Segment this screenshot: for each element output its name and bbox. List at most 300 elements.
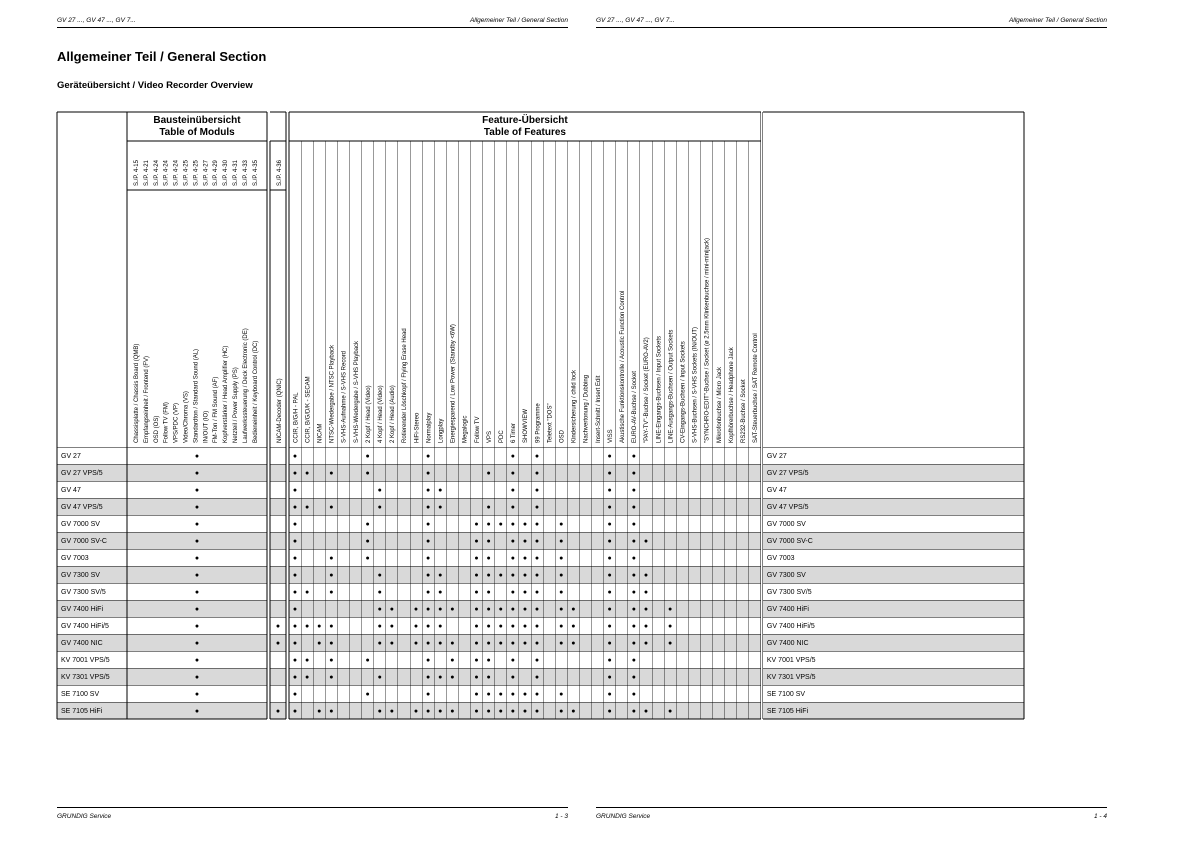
module-name: Video/Chroma (VS)	[183, 391, 190, 443]
feature-bullet: ●	[474, 640, 479, 647]
feature-bullet: ●	[413, 708, 419, 715]
feature-bullet: ●	[559, 589, 564, 596]
row-shade	[270, 600, 286, 617]
feature-name: EURO-AV-Buchse / Socket	[632, 371, 639, 443]
feature-bullet: ●	[486, 555, 491, 562]
module-page-ref: S./P. 4-21	[143, 160, 150, 186]
feature-bullet: ●	[522, 691, 528, 698]
feature-bullet: ●	[317, 640, 322, 647]
feature-bullet: ●	[631, 674, 636, 681]
row-model-label-right: GV 7003	[766, 555, 795, 562]
feature-bullet: ●	[534, 623, 540, 630]
feature-bullet: ●	[607, 691, 612, 698]
feature-name: SHOWVIEW	[523, 409, 530, 443]
feature-bullet: ●	[474, 538, 479, 545]
module-page-ref: S./P. 4-29	[213, 160, 220, 186]
feature-bullet: ●	[389, 606, 394, 613]
row-shade	[270, 668, 286, 685]
feature-bullet: ●	[426, 470, 431, 477]
module-bullet: ●	[194, 623, 200, 630]
feature-bullet: ●	[426, 453, 431, 460]
feature-bullet: ●	[305, 657, 310, 664]
feature-name: Follow TV	[474, 416, 481, 443]
feature-bullet: ●	[486, 674, 491, 681]
feature-bullet: ●	[438, 640, 443, 647]
row-model-label-left: KV 7001 VPS/5	[61, 657, 110, 664]
feature-bullet: ●	[571, 606, 576, 613]
row-model-label-left: GV 7400 HiFi	[61, 606, 104, 613]
feature-bullet: ●	[631, 623, 636, 630]
feature-bullet: ●	[510, 521, 515, 528]
feature-bullet: ●	[413, 640, 419, 647]
module-name: Follow TV (FM)	[163, 402, 170, 443]
feature-bullet: ●	[559, 538, 564, 545]
row-model-label-left: SE 7105 HiFi	[61, 708, 103, 715]
feature-bullet: ●	[438, 623, 443, 630]
feature-bullet: ●	[607, 521, 612, 528]
feature-bullet: ●	[305, 623, 310, 630]
feature-bullet: ●	[534, 521, 540, 528]
feature-bullet: ●	[292, 640, 298, 647]
feature-bullet: ●	[292, 708, 298, 715]
feature-bullet: ●	[643, 708, 649, 715]
feature-bullet: ●	[607, 555, 612, 562]
feature-bullet: ●	[631, 708, 636, 715]
feature-bullet: ●	[522, 555, 528, 562]
feature-bullet: ●	[317, 708, 322, 715]
feature-bullet: ●	[329, 640, 334, 647]
feature-bullet: ●	[426, 572, 431, 579]
feature-bullet: ●	[426, 640, 431, 647]
feature-bullet: ●	[329, 623, 334, 630]
feature-bullet: ●	[365, 691, 370, 698]
feature-bullet: ●	[510, 504, 515, 511]
feature-bullet: ●	[426, 691, 431, 698]
feature-bullet: ●	[450, 708, 455, 715]
row-shade	[270, 498, 286, 515]
modules-heading-line: Bausteinübersicht	[153, 115, 241, 126]
feature-bullet: ●	[498, 572, 503, 579]
feature-name: RS232-Buchse / Socket	[740, 379, 747, 443]
feature-bullet: ●	[377, 674, 382, 681]
feature-bullet: ●	[450, 657, 455, 664]
feature-bullet: ●	[486, 538, 491, 545]
feature-bullet: ●	[426, 589, 431, 596]
feature-bullet: ●	[510, 589, 515, 596]
feature-bullet: ●	[534, 453, 540, 460]
feature-bullet: ●	[607, 504, 612, 511]
row-model-label-right: GV 7300 SV/5	[766, 589, 812, 596]
module-name: FM-Ton / FM Sound (AF)	[213, 376, 220, 443]
feature-bullet: ●	[377, 487, 382, 494]
module-page-ref: S./P. 4-31	[233, 160, 239, 186]
row-model-label-right: SE 7105 HiFi	[766, 708, 809, 715]
feature-bullet: ●	[292, 504, 298, 511]
feature-name: 2 Kopf / Head (Audio)	[390, 385, 397, 443]
feature-bullet: ●	[510, 640, 515, 647]
feature-bullet: ●	[607, 623, 612, 630]
feature-bullet: ●	[450, 606, 455, 613]
module-name-nicam: NICAM-Decoder (QNIC)	[277, 378, 283, 443]
module-name: Kopfverstärker / Head Amplifier (HC)	[223, 345, 230, 443]
module-name: OSD (OS)	[153, 415, 160, 443]
feature-bullet: ●	[292, 589, 298, 596]
row-shade	[270, 566, 286, 583]
module-page-ref: S./P. 4-24	[163, 160, 170, 186]
feature-bullet: ●	[522, 640, 528, 647]
row-model-label-right: KV 7301 VPS/5	[766, 674, 816, 681]
feature-name: OSD	[559, 429, 566, 443]
feature-bullet: ●	[365, 521, 370, 528]
feature-bullet: ●	[305, 504, 310, 511]
nicam-bullet: ●	[275, 640, 281, 647]
feature-bullet: ●	[643, 640, 649, 647]
feature-bullet: ●	[522, 623, 528, 630]
module-page-ref: S./P. 4-15	[134, 160, 140, 186]
feature-bullet: ●	[498, 623, 503, 630]
feature-bullet: ●	[607, 487, 612, 494]
feature-bullet: ●	[510, 453, 515, 460]
feature-bullet: ●	[607, 640, 612, 647]
feature-bullet: ●	[668, 640, 673, 647]
feature-bullet: ●	[510, 708, 515, 715]
footer-left-brand: GRUNDIG Service	[57, 813, 112, 820]
feature-bullet: ●	[534, 555, 540, 562]
feature-bullet: ●	[631, 606, 636, 613]
feature-bullet: ●	[292, 470, 298, 477]
feature-bullet: ●	[438, 708, 443, 715]
module-bullet: ●	[194, 572, 200, 579]
module-bullet: ●	[194, 606, 200, 613]
row-model-label-right: GV 7400 HiFi/5	[766, 623, 815, 630]
feature-bullet: ●	[559, 708, 564, 715]
feature-name: VPS	[486, 430, 493, 443]
footer-rule-right	[596, 807, 1107, 808]
feature-bullet: ●	[631, 589, 636, 596]
feature-bullet: ●	[292, 674, 298, 681]
feature-bullet: ●	[389, 708, 394, 715]
feature-name: "PAY-TV"-Buchse / Socket (EURO-AV2)	[644, 337, 651, 443]
feature-bullet: ●	[643, 538, 649, 545]
feature-bullet: ●	[510, 691, 515, 698]
feature-bullet: ●	[365, 555, 370, 562]
feature-bullet: ●	[317, 623, 322, 630]
row-model-label-left: GV 27 VPS/5	[61, 470, 103, 477]
module-page-ref-nicam: S./P. 4-36	[277, 160, 283, 186]
feature-bullet: ●	[631, 555, 636, 562]
feature-bullet: ●	[305, 674, 310, 681]
feature-bullet: ●	[292, 538, 298, 545]
module-name: Empfangseinheit / Frontend (FV)	[143, 355, 150, 443]
feature-bullet: ●	[522, 538, 528, 545]
feature-bullet: ●	[607, 674, 612, 681]
feature-bullet: ●	[559, 691, 564, 698]
feature-bullet: ●	[510, 470, 515, 477]
feature-bullet: ●	[534, 674, 540, 681]
feature-bullet: ●	[631, 572, 636, 579]
feature-bullet: ●	[438, 589, 443, 596]
feature-bullet: ●	[534, 470, 540, 477]
feature-name: Teletext "DOS"	[547, 403, 554, 443]
row-model-label-right: GV 7000 SV	[766, 521, 806, 528]
feature-bullet: ●	[631, 657, 636, 664]
row-model-label-left: GV 7003	[61, 555, 89, 562]
feature-bullet: ●	[438, 606, 443, 613]
feature-bullet: ●	[377, 623, 382, 630]
feature-bullet: ●	[474, 623, 479, 630]
feature-bullet: ●	[607, 470, 612, 477]
feature-bullet: ●	[498, 640, 503, 647]
feature-bullet: ●	[534, 538, 540, 545]
feature-name: SAT-Steuerbuchse / SAT Remote Control	[753, 333, 760, 443]
feature-name: NICAM	[317, 423, 324, 443]
feature-bullet: ●	[329, 708, 334, 715]
feature-bullet: ●	[510, 487, 515, 494]
feature-bullet: ●	[571, 708, 576, 715]
feature-bullet: ●	[607, 708, 612, 715]
features-heading-line: Table of Features	[483, 127, 566, 138]
feature-bullet: ●	[329, 674, 334, 681]
module-bullet: ●	[194, 453, 200, 460]
row-model-label-left: GV 7000 SV	[61, 521, 100, 528]
row-model-label-right: KV 7001 VPS/5	[766, 657, 816, 664]
feature-name: 4 Kopf / Head (Video)	[377, 385, 384, 443]
feature-name: NTSC-Wiedergabe / NTSC Playback	[329, 344, 336, 443]
feature-bullet: ●	[486, 606, 491, 613]
feature-name: HiFi-Stereo	[414, 412, 421, 443]
feature-bullet: ●	[534, 572, 540, 579]
feature-bullet: ●	[474, 691, 479, 698]
feature-name: Rotierender Löschkopf / Flying Erase Head	[402, 328, 409, 443]
feature-bullet: ●	[292, 623, 298, 630]
feature-bullet: ●	[438, 674, 443, 681]
module-bullet: ●	[194, 674, 200, 681]
feature-bullet: ●	[292, 572, 298, 579]
feature-bullet: ●	[292, 487, 298, 494]
feature-bullet: ●	[510, 572, 515, 579]
feature-bullet: ●	[607, 589, 612, 596]
footer-right-brand: GRUNDIG Service	[596, 813, 651, 820]
row-shade	[270, 464, 286, 481]
feature-bullet: ●	[498, 691, 503, 698]
feature-bullet: ●	[377, 589, 382, 596]
feature-bullet: ●	[534, 708, 540, 715]
module-name: VPS/PDC (VP)	[173, 402, 180, 443]
row-model-label-left: GV 7400 NIC	[61, 640, 103, 647]
row-model-label-left: GV 47	[61, 487, 81, 494]
row-model-label-right: GV 7000 SV-C	[766, 538, 813, 545]
feature-bullet: ●	[559, 555, 564, 562]
module-page-ref: S./P. 4-30	[223, 160, 230, 186]
feature-name: S-VHS-Wiedergabe / S-VHS Playback	[353, 340, 360, 443]
module-name: Bedieneinheit / Keyboard Control (DC)	[252, 340, 259, 443]
row-model-label-left: KV 7301 VPS/5	[61, 674, 110, 681]
feature-name: Akustische Funktionskontrolle / Acoustic Function Control	[619, 290, 626, 443]
feature-name: CV-Eingangs-Buchsen / Input Sockets	[680, 341, 687, 443]
feature-bullet: ●	[365, 657, 370, 664]
feature-bullet: ●	[510, 538, 515, 545]
row-model-label-left: GV 7400 HiFi/5	[61, 623, 109, 630]
feature-bullet: ●	[474, 572, 479, 579]
feature-bullet: ●	[329, 555, 334, 562]
feature-bullet: ●	[510, 623, 515, 630]
feature-bullet: ●	[643, 623, 649, 630]
feature-bullet: ●	[486, 708, 491, 715]
feature-bullet: ●	[668, 606, 673, 613]
feature-bullet: ●	[389, 640, 394, 647]
feature-bullet: ●	[534, 606, 540, 613]
feature-name: Longplay	[438, 418, 445, 443]
nicam-bullet: ●	[275, 708, 281, 715]
feature-bullet: ●	[631, 487, 636, 494]
feature-bullet: ●	[413, 606, 419, 613]
feature-name: S-VHS-Aufnahme / S-VHS Record	[341, 350, 348, 443]
feature-bullet: ●	[559, 623, 564, 630]
nicam-bullet: ●	[275, 623, 281, 630]
feature-bullet: ●	[413, 623, 419, 630]
feature-bullet: ●	[474, 657, 479, 664]
header-right-models: GV 27 ..., GV 47 ..., GV 7...	[596, 17, 675, 24]
feature-bullet: ●	[631, 470, 636, 477]
module-page-ref: S./P. 4-35	[252, 160, 259, 186]
module-name: Laufwerkssteuerung / Deck Electronic (DE)	[242, 328, 249, 443]
row-model-label-left: GV 7300 SV	[61, 572, 100, 579]
feature-bullet: ●	[438, 504, 443, 511]
feature-bullet: ●	[426, 555, 431, 562]
feature-name: LINE-Eingangs-Buchsen / Input Sockets	[656, 335, 663, 443]
feature-bullet: ●	[329, 589, 334, 596]
feature-bullet: ●	[534, 589, 540, 596]
feature-bullet: ●	[377, 606, 382, 613]
module-bullet: ●	[194, 538, 200, 545]
feature-bullet: ●	[292, 606, 298, 613]
feature-name: S-VHS-Buchsen / S-VHS Sockets (IN/OUT)	[692, 326, 699, 443]
feature-bullet: ●	[510, 674, 515, 681]
feature-bullet: ●	[474, 555, 479, 562]
feature-bullet: ●	[426, 606, 431, 613]
module-bullet: ●	[194, 555, 200, 562]
feature-bullet: ●	[643, 606, 649, 613]
page-title: Allgemeiner Teil / General Section	[57, 49, 267, 64]
feature-name: CCIR, B/G/D/K - SECAM	[305, 376, 312, 443]
page-subtitle: Geräteübersicht / Video Recorder Overview	[57, 80, 253, 91]
feature-bullet: ●	[305, 470, 310, 477]
feature-bullet: ●	[426, 521, 431, 528]
feature-bullet: ●	[607, 657, 612, 664]
row-model-label-right: GV 47	[766, 487, 787, 494]
module-page-ref: S./P. 4-24	[173, 160, 180, 186]
footer-rule-left	[57, 807, 568, 808]
feature-bullet: ●	[522, 589, 528, 596]
feature-bullet: ●	[450, 674, 455, 681]
feature-bullet: ●	[559, 572, 564, 579]
feature-bullet: ●	[474, 521, 479, 528]
row-shade	[289, 464, 761, 481]
features-heading-line: Feature-Übersicht	[482, 115, 568, 126]
module-name: Standardton / Standard Sound (AL)	[193, 348, 200, 443]
module-bullet: ●	[194, 521, 200, 528]
feature-bullet: ●	[607, 606, 612, 613]
footer-right-page: 1 - 4	[1093, 813, 1107, 820]
feature-bullet: ●	[292, 521, 298, 528]
feature-bullet: ●	[474, 606, 479, 613]
feature-bullet: ●	[426, 538, 431, 545]
feature-name: Kindersicherung / child lock	[571, 369, 578, 443]
module-bullet: ●	[194, 691, 200, 698]
feature-bullet: ●	[607, 538, 612, 545]
feature-bullet: ●	[450, 640, 455, 647]
row-model-label-right: GV 7400 NIC	[766, 640, 809, 647]
feature-bullet: ●	[643, 572, 649, 579]
feature-bullet: ●	[389, 623, 394, 630]
module-name: Netzteil / Power Supply (PS)	[233, 367, 239, 443]
feature-bullet: ●	[426, 708, 431, 715]
feature-bullet: ●	[486, 504, 491, 511]
feature-bullet: ●	[292, 555, 298, 562]
feature-name: 99 Programme	[535, 403, 542, 443]
feature-bullet: ●	[474, 708, 479, 715]
feature-bullet: ●	[377, 504, 382, 511]
feature-bullet: ●	[498, 606, 503, 613]
feature-bullet: ●	[631, 504, 636, 511]
feature-bullet: ●	[365, 453, 370, 460]
feature-bullet: ●	[486, 657, 491, 664]
feature-name: Megalogic	[462, 415, 469, 443]
module-page-ref: S./P. 4-24	[153, 160, 160, 186]
feature-bullet: ●	[486, 691, 491, 698]
module-bullet: ●	[194, 708, 200, 715]
feature-name: 2 Kopf / Head (Video)	[365, 385, 372, 443]
row-model-label-right: SE 7100 SV	[766, 691, 806, 698]
feature-bullet: ●	[534, 657, 540, 664]
module-page-ref: S./P. 4-27	[203, 160, 210, 186]
feature-bullet: ●	[438, 572, 443, 579]
modules-heading-line: Table of Moduls	[159, 127, 235, 138]
row-shade	[270, 532, 286, 549]
feature-bullet: ●	[571, 623, 576, 630]
feature-bullet: ●	[522, 572, 528, 579]
feature-bullet: ●	[486, 589, 491, 596]
feature-bullet: ●	[559, 521, 564, 528]
feature-bullet: ●	[510, 657, 515, 664]
feature-bullet: ●	[486, 572, 491, 579]
row-shade	[289, 498, 761, 515]
feature-bullet: ●	[643, 589, 649, 596]
feature-bullet: ●	[607, 572, 612, 579]
module-bullet: ●	[194, 657, 200, 664]
module-bullet: ●	[194, 504, 200, 511]
module-page-ref: S./P. 4-25	[193, 160, 200, 186]
feature-bullet: ●	[305, 589, 310, 596]
header-left-models: GV 27 ..., GV 47 ..., GV 7...	[57, 17, 136, 24]
row-model-label-right: GV 7300 SV	[766, 572, 806, 579]
feature-bullet: ●	[571, 640, 576, 647]
feature-bullet: ●	[559, 606, 564, 613]
feature-bullet: ●	[474, 589, 479, 596]
feature-bullet: ●	[668, 708, 673, 715]
feature-bullet: ●	[534, 640, 540, 647]
feature-bullet: ●	[365, 470, 370, 477]
feature-bullet: ●	[498, 708, 503, 715]
feature-name: Normalplay	[426, 412, 433, 443]
feature-bullet: ●	[377, 640, 382, 647]
feature-bullet: ●	[486, 623, 491, 630]
feature-name: Mikrofonbuchse / Micro Jack	[716, 366, 723, 443]
row-model-label-left: GV 7300 SV/5	[61, 589, 106, 596]
row-model-label-left: GV 47 VPS/5	[61, 504, 103, 511]
feature-name: PDC	[498, 430, 505, 443]
module-bullet: ●	[194, 589, 200, 596]
